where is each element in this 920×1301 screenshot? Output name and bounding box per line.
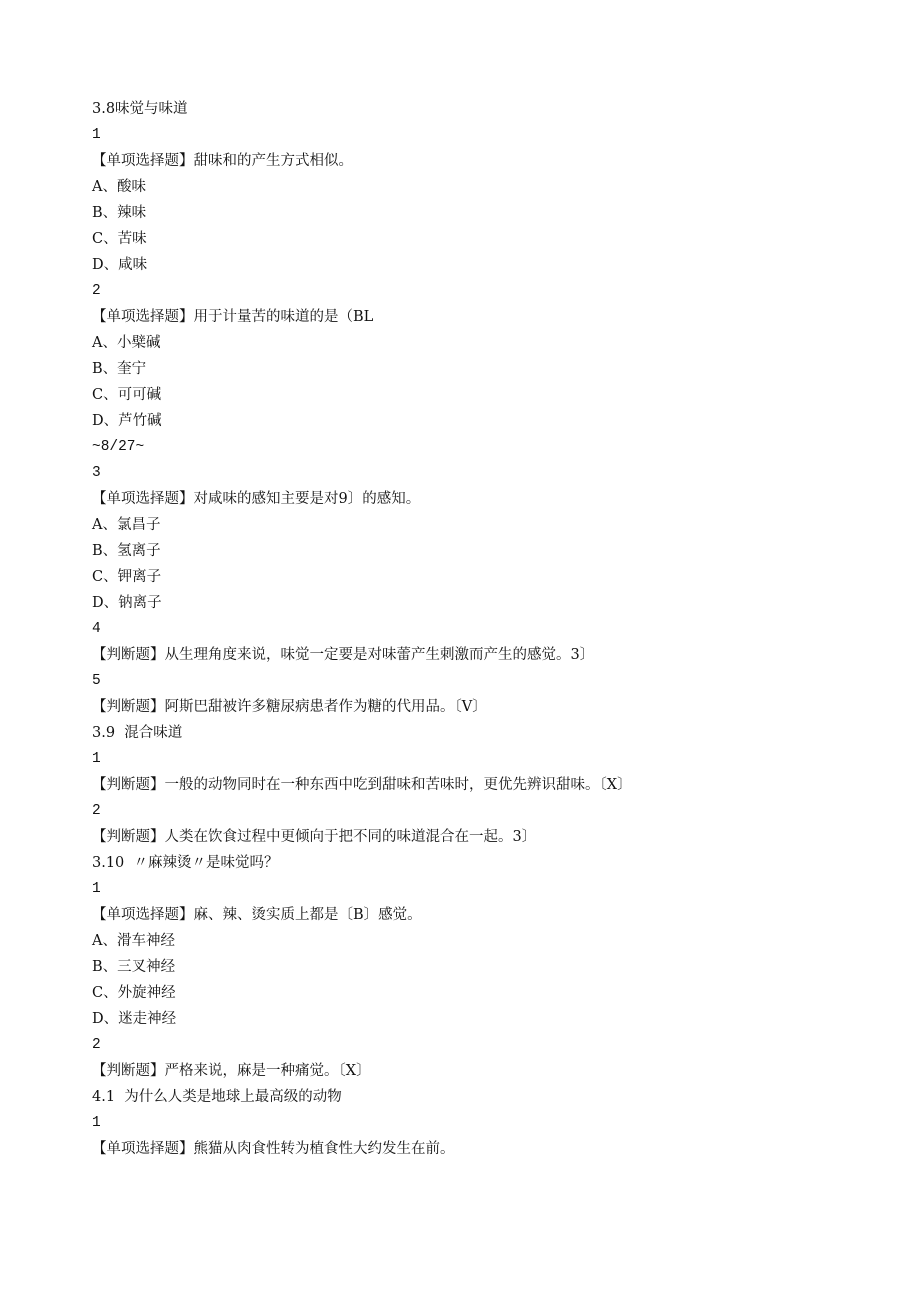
question-number: 2: [92, 1037, 101, 1053]
answer-option: A、氯昌子: [92, 517, 161, 533]
answer-option: D、芦竹碱: [92, 413, 162, 429]
answer-option: B、氢离子: [92, 543, 161, 559]
answer-option: C、可可碱: [92, 387, 162, 403]
question-number: 1: [92, 751, 101, 767]
answer-option: A、酸味: [92, 179, 146, 195]
question-text: 【单项选择题】对咸味的感知主要是对9〕的感知。: [92, 491, 421, 507]
question-text: 【单项选择题】用于计量苦的味道的是（BL: [92, 309, 374, 325]
answer-option: C、苦味: [92, 231, 147, 247]
section-heading: 4.1 为什么人类是地球上最高级的动物: [92, 1089, 342, 1105]
answer-option: C、钾离子: [92, 569, 162, 585]
question-text: 【判断题】严格来说，麻是一种痛觉。〔X〕: [92, 1063, 371, 1079]
answer-option: D、钠离子: [92, 595, 162, 611]
question-text: 【判断题】阿斯巴甜被许多糖尿病患者作为糖的代用品。〔V〕: [92, 699, 487, 715]
section-heading: 3.9 混合味道: [92, 725, 183, 741]
question-text: 【单项选择题】甜味和的产生方式相似。: [92, 153, 353, 169]
answer-option: D、迷走神经: [92, 1011, 177, 1027]
question-number: 1: [92, 881, 101, 897]
question-text: 【判断题】从生理角度来说，味觉一定要是对味蕾产生刺激而产生的感觉。3〕: [92, 647, 595, 663]
answer-option: B、辣味: [92, 205, 147, 221]
question-number: 3: [92, 465, 101, 481]
question-number: 4: [92, 621, 101, 637]
answer-option: B、三叉神经: [92, 959, 176, 975]
answer-option: A、滑车神经: [92, 933, 175, 949]
question-number: 5: [92, 673, 101, 689]
answer-option: B、奎宁: [92, 361, 147, 377]
question-number: 1: [92, 1115, 101, 1131]
question-text: 【判断题】一般的动物同时在一种东西中吃到甜味和苦味时，更优先辨识甜味。〔X〕: [92, 777, 632, 793]
question-number: ~8/27~: [92, 439, 145, 455]
answer-option: D、咸味: [92, 257, 148, 273]
document-page: [92, 96, 852, 1162]
question-text: 【单项选择题】麻、辣、烫实质上都是〔B〕感觉。: [92, 907, 422, 923]
answer-option: C、外旋神经: [92, 985, 176, 1001]
question-number: 1: [92, 127, 101, 143]
section-heading: 3.10 〃麻辣烫〃是味觉吗？: [92, 855, 279, 871]
answer-option: A、小檗碱: [92, 335, 161, 351]
question-number: 2: [92, 283, 101, 299]
section-heading: 3.8味觉与味道: [92, 101, 188, 117]
question-text: 【判断题】人类在饮食过程中更倾向于把不同的味道混合在一起。3〕: [92, 829, 537, 845]
question-number: 2: [92, 803, 101, 819]
question-text: 【单项选择题】熊猫从肉食性转为植食性大约发生在前。: [92, 1141, 455, 1157]
